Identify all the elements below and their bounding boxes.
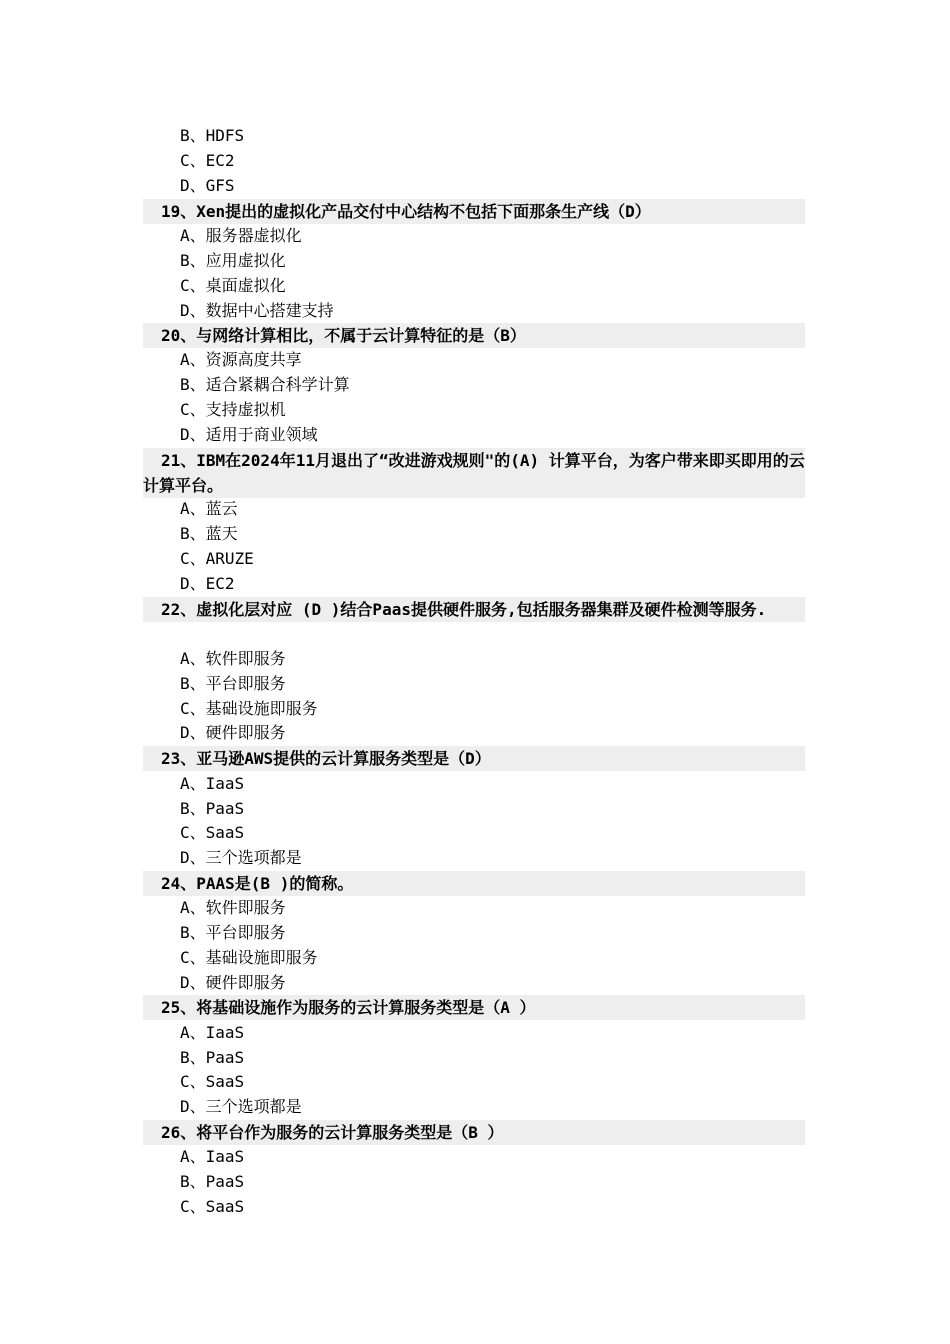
- option-line: A、软件即服务: [180, 649, 286, 668]
- option-line: C、基础设施即服务: [180, 948, 318, 967]
- option-line: D、硬件即服务: [180, 973, 286, 992]
- question-23: 23、亚马逊AWS提供的云计算服务类型是（D）: [143, 746, 805, 771]
- option-line: C、桌面虚拟化: [180, 276, 286, 295]
- option-line: D、硬件即服务: [180, 723, 286, 742]
- option-line: C、ARUZE: [180, 549, 254, 568]
- option-line: D、数据中心搭建支持: [180, 301, 334, 320]
- option-line: B、应用虚拟化: [180, 251, 286, 270]
- option-line: B、适合紧耦合科学计算: [180, 375, 350, 394]
- option-line: C、SaaS: [180, 1197, 245, 1216]
- option-line: C、基础设施即服务: [180, 699, 318, 718]
- option-line: B、HDFS: [180, 126, 245, 145]
- option-line: A、软件即服务: [180, 898, 286, 917]
- question-19: 19、Xen提出的虚拟化产品交付中心结构不包括下面那条生产线（D）: [143, 199, 805, 224]
- option-line: C、SaaS: [180, 823, 245, 842]
- option-line: C、支持虚拟机: [180, 400, 286, 419]
- option-line: B、蓝天: [180, 524, 238, 543]
- option-line: D、GFS: [180, 176, 235, 195]
- option-line: B、平台即服务: [180, 923, 286, 942]
- option-line: D、适用于商业领域: [180, 425, 318, 444]
- option-line: A、IaaS: [180, 774, 245, 793]
- question-22: 22、虚拟化层对应 (D )结合Paas提供硬件服务,包括服务器集群及硬件检测等服务.: [143, 597, 805, 622]
- option-line: B、PaaS: [180, 799, 245, 818]
- option-line: A、蓝云: [180, 499, 238, 518]
- option-line: A、IaaS: [180, 1147, 245, 1166]
- option-line: D、三个选项都是: [180, 848, 302, 867]
- option-line: C、SaaS: [180, 1072, 245, 1091]
- question-26: 26、将平台作为服务的云计算服务类型是（B ）: [143, 1120, 805, 1145]
- option-line: D、三个选项都是: [180, 1097, 302, 1116]
- option-line: A、服务器虚拟化: [180, 226, 302, 245]
- option-line: B、PaaS: [180, 1172, 245, 1191]
- option-line: D、EC2: [180, 574, 235, 593]
- question-20: 20、与网络计算相比，不属于云计算特征的是（B）: [143, 323, 805, 348]
- question-25: 25、将基础设施作为服务的云计算服务类型是（A ）: [143, 995, 805, 1020]
- question-24: 24、PAAS是(B )的简称。: [143, 871, 805, 896]
- option-line: A、资源高度共享: [180, 350, 302, 369]
- option-line: B、平台即服务: [180, 674, 286, 693]
- question-21: 21、IBM在2024年11月退出了“改进游戏规则"的(A) 计算平台，为客户带来即买即用的云计算平台。: [143, 448, 805, 498]
- option-line: C、EC2: [180, 151, 235, 170]
- option-line: B、PaaS: [180, 1048, 245, 1067]
- option-line: A、IaaS: [180, 1023, 245, 1042]
